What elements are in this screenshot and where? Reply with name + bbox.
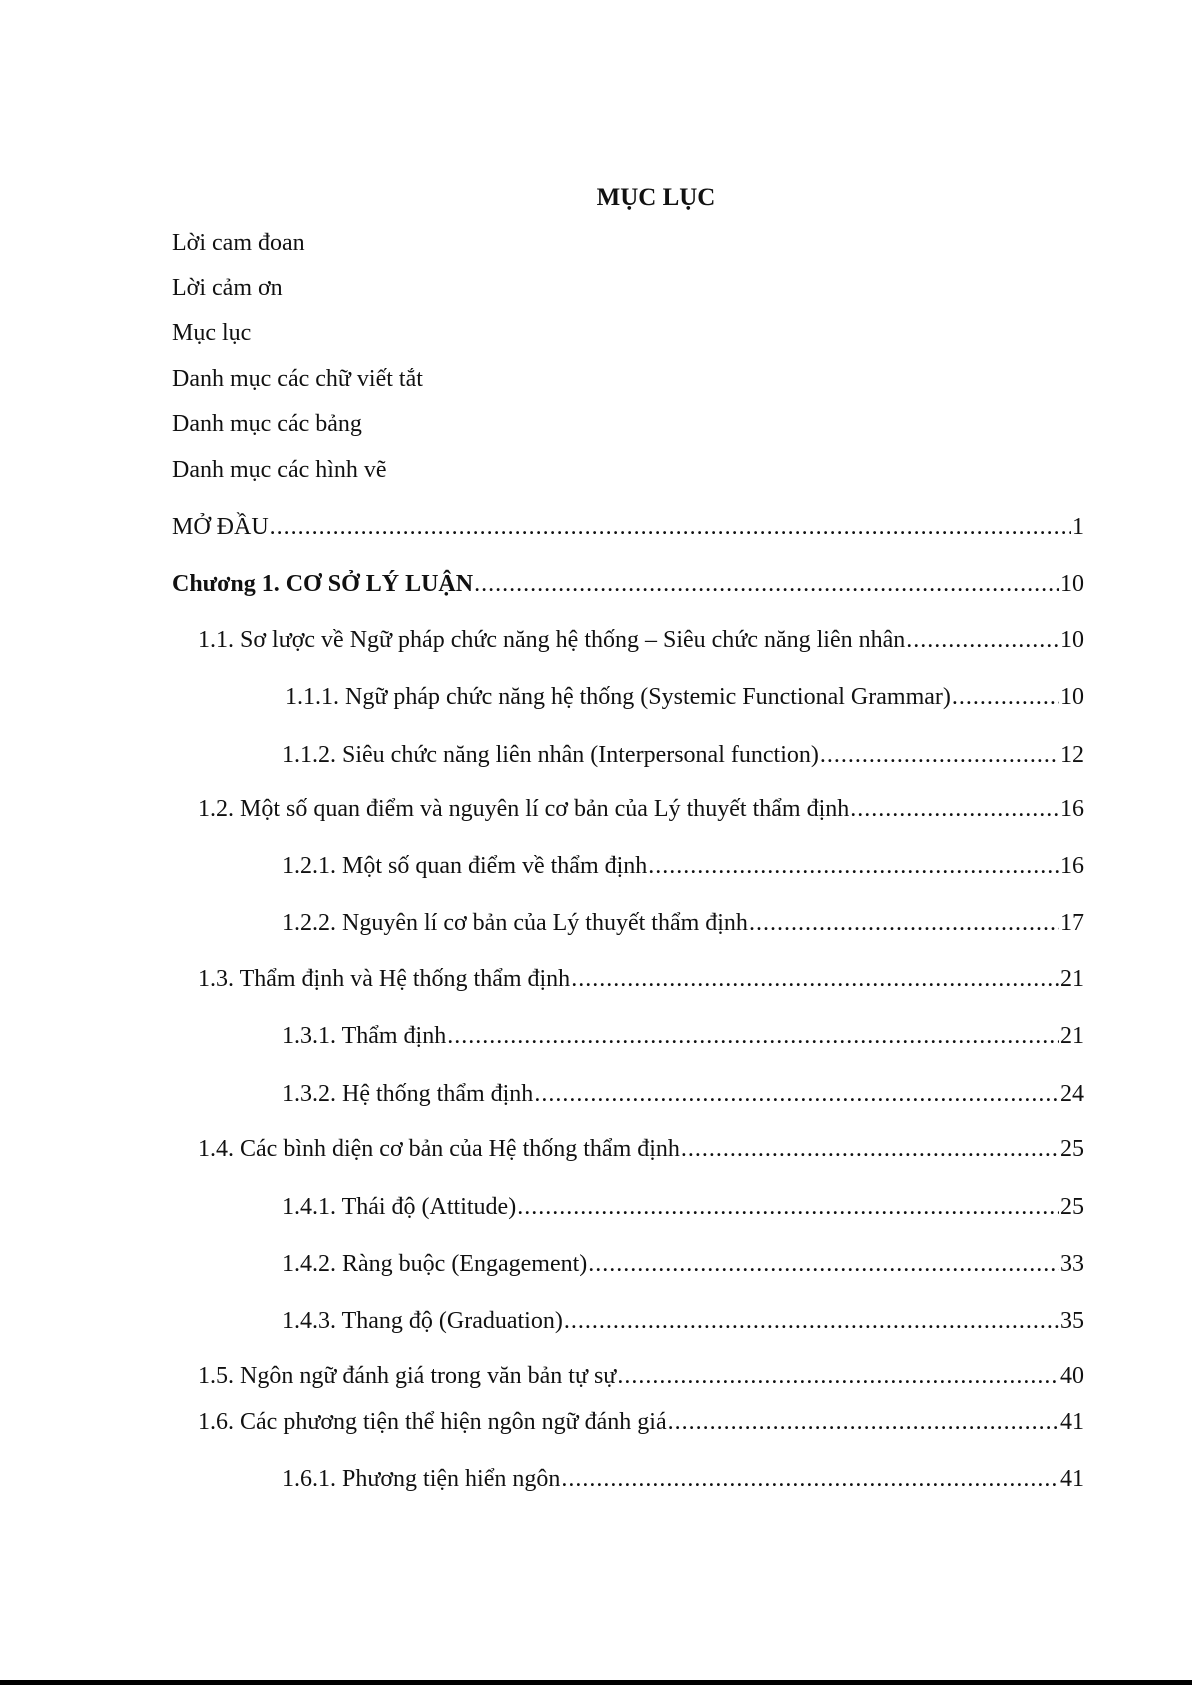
toc-entry-label: 1.4.3. Thang độ (Graduation) bbox=[282, 1308, 563, 1334]
toc-leader-dots bbox=[617, 1362, 1059, 1390]
toc-leader-dots bbox=[749, 909, 1059, 937]
toc-entry-label: 1.1. Sơ lược về Ngữ pháp chức năng hệ thống – Siêu chức năng liên nhân bbox=[198, 627, 906, 653]
toc-entry-page: 24 bbox=[1060, 1081, 1084, 1107]
toc-entry[interactable] bbox=[285, 683, 1084, 711]
toc-entry[interactable] bbox=[198, 626, 1084, 654]
toc-entry-chapter[interactable] bbox=[172, 570, 1084, 598]
toc-entry-label: 1.4.1. Thái độ (Attitude) bbox=[282, 1194, 517, 1220]
toc-leader-dots bbox=[564, 1307, 1059, 1335]
toc-entry-label: 1.2.1. Một số quan điểm về thẩm định bbox=[282, 853, 648, 879]
toc-entry-page: 17 bbox=[1060, 910, 1084, 936]
toc-entry-page: 35 bbox=[1060, 1308, 1084, 1334]
toc-entry-page: 10 bbox=[1060, 571, 1084, 597]
toc-entry-page: 10 bbox=[1060, 627, 1084, 653]
toc-leader-dots bbox=[952, 683, 1059, 711]
front-matter-item: Danh mục các hình vẽ bbox=[172, 457, 387, 483]
toc-leader-dots bbox=[668, 1408, 1059, 1436]
front-matter-item: Danh mục các chữ viết tắt bbox=[172, 366, 423, 392]
toc-entry-page: 33 bbox=[1060, 1251, 1084, 1277]
toc-entry-label: 1.1.1. Ngữ pháp chức năng hệ thống (Systemic Functional Grammar) bbox=[285, 684, 951, 710]
toc-entry[interactable] bbox=[282, 1022, 1084, 1050]
toc-entry-label: Chương 1. CƠ SỞ LÝ LUẬN bbox=[172, 571, 474, 597]
toc-entry-label: 1.6.1. Phương tiện hiển ngôn bbox=[282, 1466, 561, 1492]
toc-entry-page: 21 bbox=[1060, 1023, 1084, 1049]
toc-entry[interactable] bbox=[282, 909, 1084, 937]
toc-entry[interactable] bbox=[282, 1465, 1084, 1493]
front-matter-item: Danh mục các bảng bbox=[172, 411, 362, 437]
page-title: MỤC LỤC bbox=[596, 184, 716, 211]
toc-entry[interactable] bbox=[282, 1193, 1084, 1221]
toc-entry-page: 16 bbox=[1060, 853, 1084, 879]
toc-leader-dots bbox=[906, 626, 1059, 654]
toc-entry[interactable] bbox=[198, 1135, 1084, 1163]
toc-entry-page: 41 bbox=[1060, 1466, 1084, 1492]
toc-leader-dots bbox=[571, 965, 1059, 993]
toc-entry-page: 25 bbox=[1060, 1136, 1084, 1162]
toc-entry[interactable] bbox=[282, 1080, 1084, 1108]
toc-entry-page: 40 bbox=[1060, 1363, 1084, 1389]
toc-leader-dots bbox=[517, 1193, 1059, 1221]
toc-leader-dots bbox=[681, 1135, 1059, 1163]
toc-leader-dots bbox=[820, 741, 1059, 769]
toc-entry-page: 41 bbox=[1060, 1409, 1084, 1435]
front-matter-item: Lời cảm ơn bbox=[172, 275, 283, 301]
toc-entry-page: 1 bbox=[1072, 514, 1084, 540]
toc-entry-page: 10 bbox=[1060, 684, 1084, 710]
toc-entry-label: 1.3.1. Thẩm định bbox=[282, 1023, 447, 1049]
toc-entry-label: 1.4.2. Ràng buộc (Engagement) bbox=[282, 1251, 588, 1277]
toc-entry-label: 1.5. Ngôn ngữ đánh giá trong văn bản tự sự bbox=[198, 1363, 617, 1389]
toc-leader-dots bbox=[447, 1022, 1059, 1050]
toc-entry-page: 21 bbox=[1060, 966, 1084, 992]
toc-entry-label: 1.2.2. Nguyên lí cơ bản của Lý thuyết thẩm định bbox=[282, 910, 748, 936]
toc-entry[interactable] bbox=[198, 965, 1084, 993]
toc-entry-label: 1.2. Một số quan điểm và nguyên lí cơ bản của Lý thuyết thẩm định bbox=[198, 796, 850, 822]
toc-entry-label: 1.3.2. Hệ thống thẩm định bbox=[282, 1081, 534, 1107]
toc-entry-page: 12 bbox=[1060, 742, 1084, 768]
toc-leader-dots bbox=[561, 1465, 1059, 1493]
toc-entry[interactable] bbox=[282, 741, 1084, 769]
toc-leader-dots bbox=[534, 1080, 1059, 1108]
toc-entry[interactable] bbox=[198, 1408, 1084, 1436]
toc-entry-page: 25 bbox=[1060, 1194, 1084, 1220]
toc-entry[interactable] bbox=[282, 1250, 1084, 1278]
toc-leader-dots bbox=[588, 1250, 1059, 1278]
toc-leader-dots bbox=[648, 852, 1059, 880]
toc-entry-page: 16 bbox=[1060, 796, 1084, 822]
toc-entry[interactable] bbox=[282, 1307, 1084, 1335]
toc-leader-dots bbox=[270, 513, 1071, 541]
toc-entry[interactable] bbox=[198, 795, 1084, 823]
toc-leader-dots bbox=[474, 570, 1059, 598]
toc-entry-label: 1.4. Các bình diện cơ bản của Hệ thống thẩm định bbox=[198, 1136, 680, 1162]
toc-entry[interactable] bbox=[198, 1362, 1084, 1390]
front-matter-item: Lời cam đoan bbox=[172, 230, 305, 256]
toc-entry-label: 1.1.2. Siêu chức năng liên nhân (Interpersonal function) bbox=[282, 742, 819, 768]
page-bottom-edge bbox=[0, 1680, 1192, 1685]
toc-leader-dots bbox=[850, 795, 1059, 823]
front-matter-item: Mục lục bbox=[172, 320, 252, 346]
toc-entry[interactable] bbox=[172, 513, 1084, 541]
toc-entry-label: MỞ ĐẦU bbox=[172, 514, 269, 540]
toc-entry-label: 1.6. Các phương tiện thể hiện ngôn ngữ đánh giá bbox=[198, 1409, 667, 1435]
toc-entry[interactable] bbox=[282, 852, 1084, 880]
toc-entry-label: 1.3. Thẩm định và Hệ thống thẩm định bbox=[198, 966, 571, 992]
